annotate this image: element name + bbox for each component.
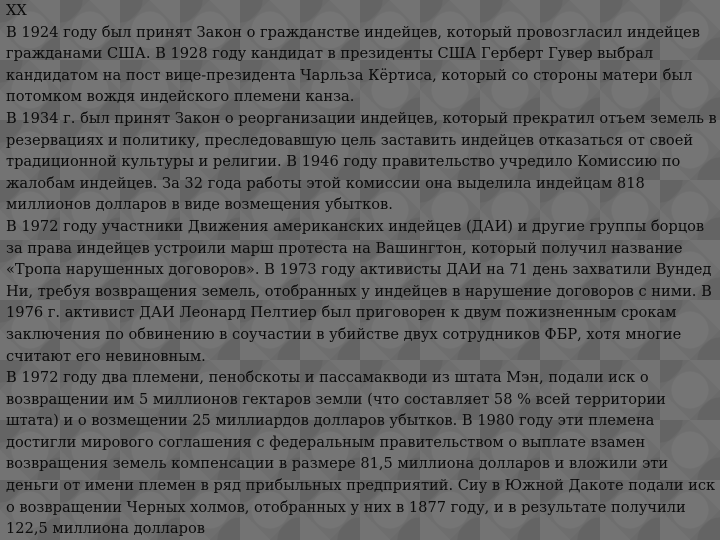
paragraph-land-claims: В 1972 году два племени, пенобскоты и пассамакводи из штата Мэн, подали иск о возвращении им 5 миллионов гектаров земли (что составляет 58 % всей территории штата) и о возмещении 25 миллиардов долларов убытков. В 1980 году эти племена достигли мирового соглашения с федеральным правительством о выплате взамен возвращения земель компенсации в размере 81,5 миллиона долларов и вложили эти деньги от имени племен в ряд прибыльных предприятий. Сиу в Южной Дакоте подали иск о возвращении Черных холмов, отобранных у них в 1877 году, и в результате получили 122,5 миллиона долларов	[6, 369, 716, 538]
paragraph-reorganization-act: В 1934 г. был принят Закон о реорганизации индейцев, который прекратил отъем земель в резервациях и политику, преследовавшую цель заставить индейцев отказаться от своей традиционной культуры и религии. В 1946 году правительство учредило Комиссию по жалобам индейцев. За 32 года работы этой комиссии она выделила индейцам 818 миллионов долларов в виде возмещения убытков.	[6, 109, 717, 214]
paragraph-aim-movement: В 1972 году участники Движения американских индейцев (ДАИ) и другие группы борцов за права индейцев устроили марш протеста на Вашингтон, который получил название «Тропа нарушенных договоров». В 1973 году активисты ДАИ на 71 день захватили Вундед Ни, требуя возвращения земель, отобранных у индейцев в нарушение договоров с ними. В 1976 г. активист ДАИ Леонард Пелтиер был приговорен к двум пожизненным срокам заключения по обвинению в соучастии в убийстве двух сотрудников ФБР, хотя многие считают его невиновным.	[6, 217, 712, 365]
paragraph-citizenship-act: В 1924 году был принят Закон о гражданстве индейцев, который провозгласил индейцев гражданами США. В 1928 году кандидат в президенты США Герберт Гувер выбрал кандидатом на пост вице-президента Чарльза Кёртиса, который со стороны матери был потомком вождя индейского племени канза.	[6, 23, 700, 106]
slide-heading: XX	[6, 2, 27, 19]
slide-text-body	[6, 0, 718, 540]
